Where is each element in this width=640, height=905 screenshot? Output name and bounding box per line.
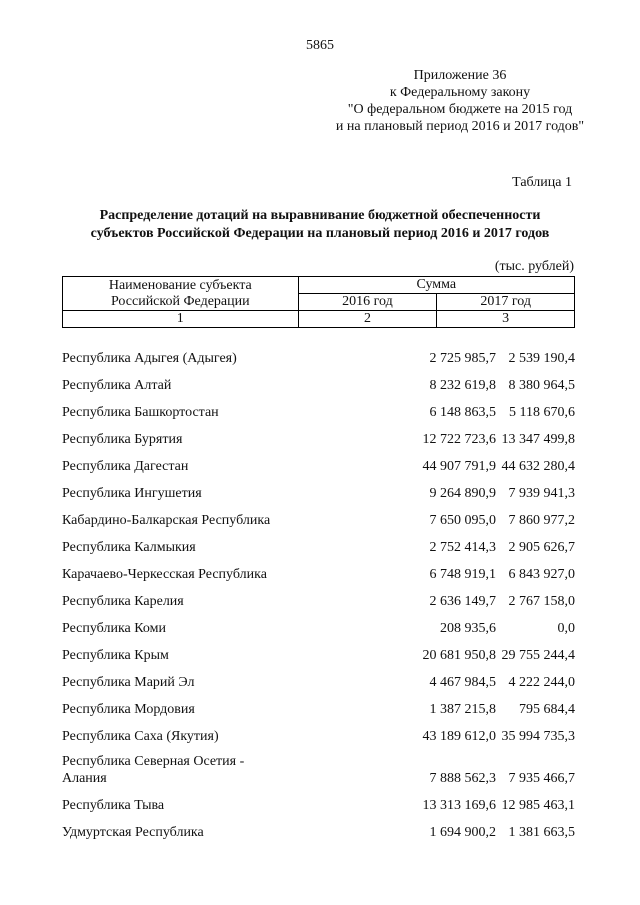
region-name-line: Алания — [62, 771, 107, 786]
region-name: Кабардино-Балкарская Республика — [62, 513, 271, 528]
value-2016: 20 681 950,8 — [422, 648, 496, 663]
header-sum-cell: Сумма — [298, 277, 574, 294]
value-2016: 4 467 984,5 — [429, 675, 496, 690]
region-name: Республика Дагестан — [62, 459, 189, 474]
value-2017: 8 380 964,5 — [508, 378, 575, 393]
value-2017: 2 539 190,4 — [508, 351, 575, 366]
region-name: Республика Крым — [62, 648, 169, 663]
value-2016: 7 888 562,3 — [429, 771, 496, 786]
table-header — [62, 276, 575, 328]
value-2017: 7 939 941,3 — [508, 486, 575, 501]
value-2016: 6 148 863,5 — [429, 405, 496, 420]
table-row — [62, 610, 575, 637]
value-2017: 29 755 244,4 — [501, 648, 575, 663]
table-body — [62, 340, 575, 841]
value-2016: 7 650 095,0 — [429, 513, 496, 528]
table-row — [62, 556, 575, 583]
table-row — [62, 745, 575, 787]
value-2017: 13 347 499,8 — [501, 432, 575, 447]
appendix-line: "О федеральном бюджете на 2015 год — [347, 102, 573, 117]
table-row — [62, 664, 575, 691]
header-name-line: Наименование субъекта — [108, 277, 252, 293]
units-label: (тыс. рублей) — [494, 259, 574, 274]
table-row — [62, 583, 575, 610]
value-2017: 0,0 — [557, 621, 575, 636]
value-2016: 13 313 169,6 — [422, 798, 496, 813]
appendix-line: к Федеральному закону — [389, 85, 531, 100]
value-2016: 2 752 414,3 — [429, 540, 496, 555]
column-number-3: 3 — [437, 311, 575, 328]
region-name: Республика Тыва — [62, 798, 165, 813]
table-row — [62, 367, 575, 394]
value-2017: 5 118 670,6 — [509, 405, 575, 420]
value-2016: 2 725 985,7 — [429, 351, 496, 366]
value-2016: 208 935,6 — [440, 621, 496, 636]
region-name: Республика Марий Эл — [62, 675, 195, 690]
title-line: Распределение дотаций на выравнивание бюджетной обеспеченности — [99, 208, 541, 223]
table-row — [62, 529, 575, 556]
value-2017: 7 860 977,2 — [508, 513, 575, 528]
value-2017: 1 381 663,5 — [508, 825, 575, 840]
header-year-2016: 2016 год — [298, 294, 437, 311]
table-row — [62, 637, 575, 664]
value-2016: 43 189 612,0 — [422, 729, 496, 744]
column-number-2: 2 — [298, 311, 437, 328]
appendix-line: и на плановый период 2016 и 2017 годов" — [335, 119, 585, 134]
document-title — [40, 207, 600, 243]
value-2017: 35 994 735,3 — [501, 729, 575, 744]
value-2017: 44 632 280,4 — [501, 459, 575, 474]
region-name: Республика Бурятия — [62, 432, 183, 447]
value-2016: 9 264 890,9 — [429, 486, 496, 501]
region-name: Карачаево-Черкесская Республика — [62, 567, 267, 582]
table-row — [62, 787, 575, 814]
region-name-line: Республика Северная Осетия - — [62, 754, 245, 769]
value-2016: 1 694 900,2 — [429, 825, 496, 840]
region-name: Республика Мордовия — [62, 702, 195, 717]
table-row — [62, 340, 575, 367]
table-row — [62, 475, 575, 502]
table-label: Таблица 1 — [512, 175, 572, 190]
region-name: Республика Ингушетия — [62, 486, 202, 501]
value-2017: 7 935 466,7 — [508, 771, 575, 786]
table-row — [62, 718, 575, 745]
page-number: 5865 — [306, 38, 334, 53]
table-row — [62, 421, 575, 448]
value-2016: 8 232 619,8 — [429, 378, 496, 393]
header-name-line: Российской Федерации — [110, 293, 250, 309]
value-2017: 12 985 463,1 — [501, 798, 575, 813]
value-2017: 795 684,4 — [519, 702, 575, 717]
value-2016: 12 722 723,6 — [422, 432, 496, 447]
region-name: Республика Адыгея (Адыгея) — [62, 351, 237, 366]
table-row — [62, 394, 575, 421]
header-name-cell — [63, 277, 299, 311]
region-name: Республика Саха (Якутия) — [62, 729, 219, 744]
table-row — [62, 814, 575, 841]
value-2016: 6 748 919,1 — [429, 567, 496, 582]
region-name: Удмуртская Республика — [62, 825, 204, 840]
header-year-2017: 2017 год — [437, 294, 575, 311]
table-row — [62, 502, 575, 529]
value-2017: 6 843 927,0 — [508, 567, 575, 582]
column-number-1: 1 — [63, 311, 299, 328]
appendix-line: Приложение 36 — [413, 68, 507, 83]
value-2017: 2 905 626,7 — [508, 540, 575, 555]
value-2017: 4 222 244,0 — [508, 675, 575, 690]
value-2016: 2 636 149,7 — [429, 594, 496, 609]
region-name: Республика Коми — [62, 621, 166, 636]
value-2016: 1 387 215,8 — [429, 702, 496, 717]
value-2017: 2 767 158,0 — [508, 594, 575, 609]
appendix-note — [310, 67, 610, 135]
table-row — [62, 691, 575, 718]
value-2016: 44 907 791,9 — [422, 459, 496, 474]
region-name: Республика Алтай — [62, 378, 172, 393]
region-name: Республика Башкортостан — [62, 405, 219, 420]
table-row — [62, 448, 575, 475]
region-name — [62, 753, 332, 787]
region-name: Республика Карелия — [62, 594, 184, 609]
title-line: субъектов Российской Федерации на плановый период 2016 и 2017 годов — [90, 226, 550, 241]
region-name: Республика Калмыкия — [62, 540, 196, 555]
